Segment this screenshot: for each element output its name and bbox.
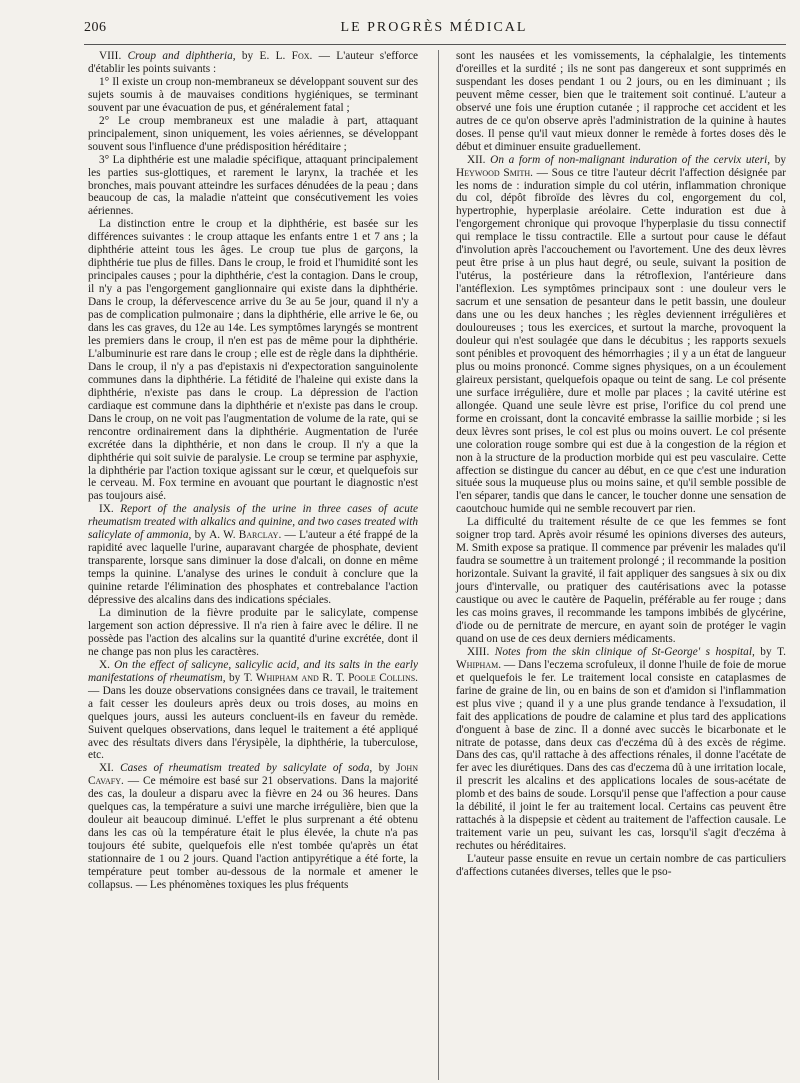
- section-number: XIII.: [467, 645, 495, 658]
- column-divider: [438, 50, 439, 1080]
- paragraph: La difficulté du traitement résulte de ce que les femmes se font soigner trop tard. Après avoir résumé les opinions diverses des auteurs, M. Smith expose sa pratique. Il commence par prévenir les malades qu'il faudra se soumettre à un traitement prolongé ; il recommande la position horizontale. Suivant la gravité, il fait appliquer des sangsues à six ou dix jours d'intervalle, ou pratiquer des cautérisations avec la potasse caustique ou avec le cautère de Paquelin, préférable au fer rouge ; dans les cas moins graves, il recommande les tampons imbibés de glycérine, d'iode ou de pernitrate de mercure, en ayant soin de protéger le vagin quand on use de ces deux derniers médicaments.: [456, 516, 786, 645]
- section-x: [88, 659, 418, 763]
- section-text: . — Dans les douze observations consignées dans ce travail, le traitement a fait cesser les douleurs après deux ou trois doses, au moins en quelques jours, aussi les auteurs concluent-ils en faveur du remède. Suivent quelques observations, dans lequel le traitement a été appliqué avec des résultats divers dans l'érysipèle, la diphthérie, la tuberculose, etc.: [88, 671, 418, 762]
- paragraph: La diminution de la fièvre produite par le salicylate, compense largement son action dépressive. Il n'a rien à faire avec le délire. Il ne possède pas l'action des alcalins sur la quantité d'urine excrétée, dont il ne change pas non plus les caractères.: [88, 606, 418, 658]
- article-author: E. L. Fox: [259, 50, 310, 62]
- by-word: by: [225, 671, 244, 684]
- article-title: Report of the analysis of the urine in three cases of acute rheumatism treated with alkalics and quinine, and two cases treated with salicylate of ammonia,: [88, 503, 418, 542]
- paragraph: sont les nausées et les vomissements, la céphalalgie, les tintements d'oreilles et la surdité ; ils ne sont pas dangereux et sont supprimés en suspendant les doses pendant 1 ou 2 jours, ou en les diminuant ; ils peuvent même cesser, bien que le traitement soit continué. L'auteur a observé une fois une éruption cutanée ; il rapproche cet accident et les autres de ce qu'on observe après l'administration de la quinine à hautes doses. Il pense qu'il vaut mieux donner le remède à fortes doses dès le début et diminuer ensuite graduellement.: [456, 50, 786, 153]
- running-title: LE PROGRÈS MÉDICAL: [340, 20, 528, 35]
- section-ix: [88, 503, 418, 607]
- by-word: by: [770, 153, 786, 166]
- section-text: . — L'auteur a été frappé de la rapidité avec laquelle l'urine, auparavant chargée de phosphate, devient transparente, lorsque sans diminuer la dose d'alcali, on donne en même temps la quinine. L'analyse des urines le conduit à conclure que la quinine retarde l'élimination des phosphates et contrebalance l'action dépressive des alcalins dans des indications spéciales.: [88, 529, 419, 607]
- article-author: T. Whipham: [456, 645, 787, 671]
- section-number: X.: [99, 658, 115, 671]
- section-xi: [88, 762, 418, 892]
- paragraph: 3° La diphthérie est une maladie spécifique, attaquant principalement les parties sus-glottiques, et rarement le larynx, la trachée et les bronches, mais pouvant atteindre les surfaces dénudées de la peau ; dans beaucoup de cas, la maladie n'atteint que consécutivement les voies aériennes.: [88, 153, 418, 218]
- by-word: by: [191, 529, 210, 542]
- article-author: T. Whipham and R. T. Poole Collins: [243, 671, 416, 684]
- section-number: XII.: [467, 153, 491, 166]
- section-number: XI.: [99, 762, 121, 775]
- article-title: On the effect of salicyne, salicylic acid, and its salts in the early manifestations of rheumatism,: [88, 658, 419, 684]
- section-number: VIII.: [99, 50, 128, 62]
- article-title: On a form of non-malignant induration of the cervix uteri,: [490, 153, 771, 166]
- section-xii: [456, 154, 786, 517]
- section-text: . — Dans l'eczema scrofuleux, il donne l'huile de foie de morue et quelquefois le fer. Le traitement local consiste en cataplasmes de farine de graine de lin, ou en bains de son et d'amidon si l'inflammation est plus vive ; quand il y a une plus grande tendance à l'exsudation, il fait des applications de poudre de calamine et plus tard des applications d'onguent à base de zinc. Il a donné avec succès le bicarbonate et le nitrate de potasse, dans deux cas d'eczéma dû à des excès de régime. Dans des cas, qu'il rattache à des affections rénales, il donne l'acétate de fer avec les diurétiques. Dans des cas d'eczema dû à une irritation locale, il prescrit les alcalins et des applications locales de sous-acétate de plomb et des bains de soude. Lorsqu'il pense que l'affection a pour cause la débilité, il joint le fer au traitement local. Certains cas peuvent être rattachés à la dispepsie et cèdent au traitement de l'affection causale. Le traitement varie un peu, suivant les cas, lorsqu'il s'agit d'eczéma à rechutes ou héréditaires.: [456, 658, 786, 853]
- by-word: by: [372, 762, 397, 775]
- article-author: Heywood Smith: [456, 166, 531, 179]
- left-column: [88, 50, 418, 892]
- page-number: 206: [84, 20, 107, 35]
- paragraph: 1° Il existe un croup non-membraneux se développant souvent sur des sujets soumis à de mauvaises conditions hygiéniques, se terminant souvent par une évacuation de pus, et généralement fatal ;: [88, 75, 418, 114]
- paragraph: 2° Le croup membraneux est une maladie à part, attaquant principalement, sinon uniquement, les voies aériennes, se développant souvent sous l'influence d'une prédisposition héréditaire ;: [88, 114, 418, 153]
- article-author: John Cavafy: [88, 762, 418, 788]
- section-text: . — Sous ce titre l'auteur décrit l'affection désignée par les noms de : induration simple du col utérin, inflammation chronique du col, dépôt fibroïde des lèvres du col, engorgement du col, hypertrophie, hyperplasie aréolaire. Cette induration est due à l'engorgement chronique qui provoque l'hyperplasie du tissu connectif qui remplace le tissu contractile. Elle a surtout pour cause le défaut d'involution après l'accouchement ou l'avortement. Une des deux lèvres peut être prise à un plus haut degré, ou seule, suivant la position de l'utérus, la postérieure dans la rétroflexion, l'antérieure dans l'antéflexion. Les symptômes principaux sont : une douleur vers le sacrum et une sensation de pesanteur dans le petit bassin, une douleur dans une ou les deux hanches ; les règles deviennent irrégulières et douloureuses ; tous les exercices, et surtout la marche, provoquent la douleur qui n'est soulagée que dans le décubitus ; les rapports sexuels sont pénibles et provoquent des hémorrhagies ; il y a un état de langueur plus ou moins prononcé. Comme signes physiques, on a un écoulement glaireux persistant, quelquefois opaque ou teint de sang. Le col présente une surface irrégulière, dure et molle par places ; la cavité utérine est allongée. Quand une seule lèvre est prise, l'orifice du col prend une forme en croissant, dont la concavité embrasse la saillie morbide ; si les deux lèvres sont prises, le col est plus ou moins ouvert. Le col présente une coloration rouge sombre qui est due à la congestion de la région et non à la structure de la production morbide qui est peu vasculaire. Cette affection se distingue du cancer au début, en ce que c'est une induration située sous la muqueuse plus ou moins saine, et qu'il semble possible de l'en séparer, tandis que dans le cancer, le toucher donne une sensation de caoutchouc humide qui ne semble recouvert par rien.: [456, 166, 786, 516]
- section-text: . — L'auteur s'efforce d'établir les points suivants :: [88, 50, 419, 75]
- page-header: [84, 18, 784, 42]
- paragraph: La distinction entre le croup et la diphthérie, est basée sur les différences suivantes : le croup attaque les enfants entre 1 et 7 ans ; la diphthérie atteint tous les âges. Le croup tue plus de garçons, la diphthérie tue plus de filles. Dans le croup, le froid et l'humidité sont les principales causes ; pour la diphthérie, c'est la contagion. Dans le croup, il n'y a pas l'engorgement ganglionnaire qui existe dans la diphthérie. Dans le croup, la défervescence arrive du 3e au 5e jour, quand il n'y a pas de complication pulmonaire ; dans la diphthérie, elle arrive le 6e, ou dans les cas graves, du 12e au 14e. Les symptômes laryngés se montrent les premiers dans le croup, il n'en est pas de même pour la diphthérie. L'albuminurie est rare dans le croup ; elle est de règle dans la diphthérie. Dans le croup, il n'y a pas d'epistaxis ni d'expectoration sanguinolente communes dans la diphthérie. La fétidité de l'haleine qui existe dans la diphthérie, n'existe pas dans le croup. La dépression de l'action cardiaque est commune dans la diphthérie et n'existe pas dans le croup. Dans le croup, on ne voit pas l'augmentation de volume de la rate, qui se rencontre ordinairement dans la diphthérie. Augmentation de l'urée excrétée dans la diphthérie, et non dans le croup. Il n'y a que la diphthérie qui soit suivie de paralysie. Le croup se termine par asphyxie, la diphthérie par l'action toxique agissant sur le cœur, et quelquefois sur le cerveau. M. Fox termine en avouant que pourtant le diagnostic n'est pas toujours aisé.: [88, 218, 418, 503]
- article-author: A. W. Barclay: [209, 529, 279, 542]
- article-title: Notes from the skin clinique of St-George' s hospital,: [494, 645, 755, 658]
- right-column: [456, 50, 786, 879]
- by-word: by: [754, 645, 778, 658]
- section-xiii: [456, 646, 786, 853]
- header-rule: [84, 44, 786, 45]
- section-number: IX.: [99, 503, 121, 516]
- by-word: by: [235, 50, 260, 62]
- section-text: . — Ce mémoire est basé sur 21 observations. Dans la majorité des cas, la douleur a disparu avec la fièvre en 24 ou 36 heures. Dans quelques cas, la température a suivi une marche irrégulière, bien que la douleur ait beaucoup diminué. L'effet le plus surprenant a été obtenu dans les cas où la température était le plus élevée, la chute n'a pas toujours été subite, quelquefois elle n'est tombée qu'après un état stationnaire de 1 ou 2 jours. Quand l'action antipyrétique a été forte, la température peut tomber au-dessous de la normale et amener le collapsus. — Les phénomènes toxiques les plus fréquents: [88, 775, 418, 891]
- paragraph: L'auteur passe ensuite en revue un certain nombre de cas particuliers d'affections cutanées diverses, telles que le pso-: [456, 853, 786, 879]
- section-viii: [88, 50, 418, 76]
- article-title: Cases of rheumatism treated by salicylate of soda,: [120, 762, 373, 775]
- article-title: Croup and diphtheria,: [127, 50, 236, 62]
